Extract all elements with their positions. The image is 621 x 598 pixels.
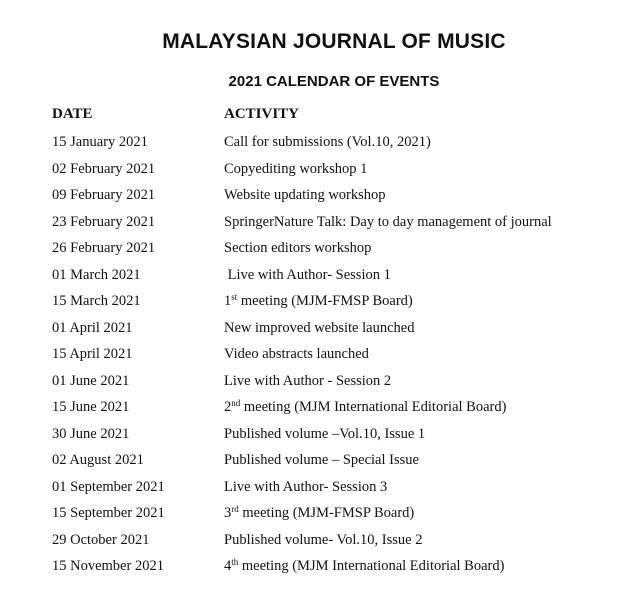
event-activity: Copyediting workshop 1 xyxy=(224,160,368,177)
event-date: 26 February 2021 xyxy=(52,240,156,256)
event-date: 29 October 2021 xyxy=(52,531,150,548)
event-row xyxy=(0,161,621,188)
event-activity: New improved website launched xyxy=(224,319,415,336)
event-row xyxy=(0,452,621,479)
event-row xyxy=(0,373,621,400)
event-date: 02 February 2021 xyxy=(52,160,156,177)
ordinal-number: 1 xyxy=(224,293,232,309)
event-date: 01 April 2021 xyxy=(52,319,133,336)
event-activity: Call for submissions (Vol.10, 2021) xyxy=(224,134,431,150)
calendar-title: 2021 CALENDAR OF EVENTS xyxy=(228,73,440,90)
event-date: 15 January 2021 xyxy=(52,134,148,150)
event-date: 01 March 2021 xyxy=(52,266,141,283)
event-activity: Video abstracts launched xyxy=(224,346,369,362)
event-row xyxy=(0,320,621,347)
event-activity: Live with Author - Session 2 xyxy=(224,372,392,389)
event-activity: Live with Author- Session 3 xyxy=(224,478,388,495)
event-row xyxy=(0,240,621,267)
event-activity: Published volume- Vol.10, Issue 2 xyxy=(224,531,423,548)
ordinal-number: 4 xyxy=(224,558,232,574)
event-activity: Section editors workshop xyxy=(224,240,372,256)
event-date: 01 September 2021 xyxy=(52,478,165,495)
event-row xyxy=(0,532,621,559)
event-activity: Published volume –Vol.10, Issue 1 xyxy=(224,425,426,442)
journal-title: MALAYSIAN JOURNAL OF MUSIC xyxy=(162,30,506,53)
event-row xyxy=(0,187,621,214)
event-activity: SpringerNature Talk: Day to day management of journal xyxy=(224,213,552,230)
event-row xyxy=(0,267,621,294)
event-date: 15 June 2021 xyxy=(52,399,130,415)
event-date: 23 February 2021 xyxy=(52,213,156,230)
event-activity: Published volume – Special Issue xyxy=(224,452,419,468)
activity-text: meeting (MJM-FMSP Board) xyxy=(238,505,415,521)
event-date: 01 June 2021 xyxy=(52,372,130,389)
ordinal-suffix: th xyxy=(231,557,239,567)
event-activity xyxy=(224,558,504,575)
event-row xyxy=(0,426,621,453)
date-column-header: DATE xyxy=(52,106,93,122)
ordinal-suffix: nd xyxy=(231,398,241,408)
event-row xyxy=(0,293,621,320)
event-row xyxy=(0,479,621,506)
event-activity: Live with Author- Session 1 xyxy=(224,266,391,283)
activity-text: meeting (MJM International Editorial Board) xyxy=(240,399,507,415)
event-activity xyxy=(224,399,506,416)
event-activity xyxy=(224,505,414,522)
event-date: 02 August 2021 xyxy=(52,452,144,468)
event-row xyxy=(0,134,621,161)
events-list xyxy=(0,134,621,585)
activity-column-header: ACTIVITY xyxy=(224,106,300,122)
event-date: 15 September 2021 xyxy=(52,505,165,521)
event-date: 09 February 2021 xyxy=(52,187,156,203)
activity-text: meeting (MJM-FMSP Board) xyxy=(237,293,413,309)
event-date: 15 November 2021 xyxy=(52,558,164,574)
table-header xyxy=(0,106,621,126)
ordinal-suffix: rd xyxy=(231,504,239,514)
event-row xyxy=(0,214,621,241)
event-activity xyxy=(224,293,413,310)
event-row xyxy=(0,505,621,532)
activity-text: meeting (MJM International Editorial Board) xyxy=(238,558,505,574)
ordinal-number: 2 xyxy=(224,399,232,415)
event-activity: Website updating workshop xyxy=(224,187,386,203)
event-row xyxy=(0,558,621,585)
event-date: 15 April 2021 xyxy=(52,346,133,362)
ordinal-suffix: st xyxy=(231,292,238,302)
event-date: 30 June 2021 xyxy=(52,425,130,442)
event-date: 15 March 2021 xyxy=(52,293,141,309)
ordinal-number: 3 xyxy=(224,505,232,521)
event-row xyxy=(0,346,621,373)
event-row xyxy=(0,399,621,426)
